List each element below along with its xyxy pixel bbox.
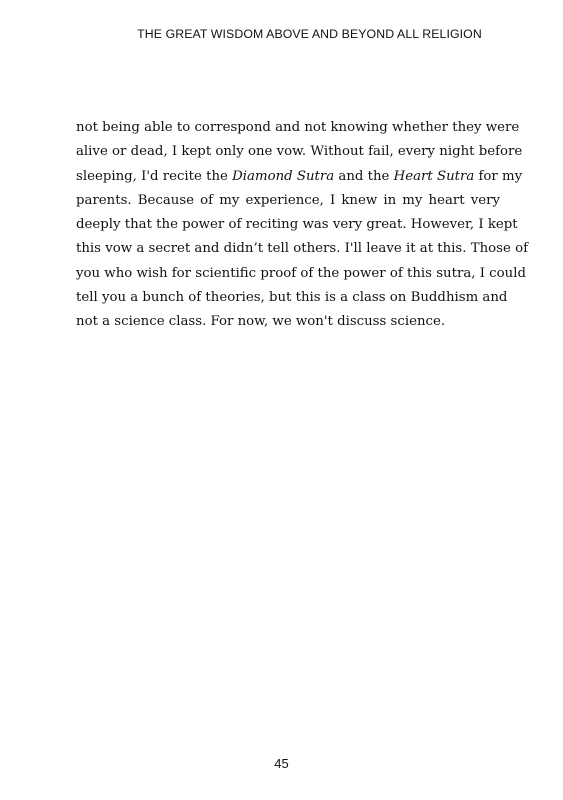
text-run: parents. Because of my experience, I knew in my heart very (76, 192, 500, 208)
text-run: deeply that the power of reciting was very great. However, I kept (76, 217, 518, 233)
text-run: you who wish for scientific proof of the power of this sutra, I could (76, 265, 526, 281)
text-run: not being able to correspond and not knowing whether they were (76, 120, 520, 135)
text-run: tell you a bunch of theories, but this is a class on Buddhism and (76, 290, 508, 306)
text-line (76, 286, 508, 310)
text-line (76, 116, 520, 140)
text-line (76, 237, 528, 261)
text-line (76, 140, 523, 164)
text-line (76, 165, 523, 189)
page-number: 45 (274, 756, 289, 771)
text-line (76, 213, 518, 237)
running-header: THE GREAT WISDOM ABOVE AND BEYOND ALL RELIGION (137, 27, 482, 41)
text-run: sleeping, I'd recite the (76, 168, 233, 184)
text-run: for my (474, 168, 523, 184)
body-paragraph (76, 116, 528, 335)
text-line (76, 310, 500, 334)
text-run: alive or dead, I kept only one vow. Without fail, every night before (76, 144, 523, 160)
text-line (76, 189, 500, 213)
italic-title: Heart Sutra (393, 168, 475, 184)
text-run: not a science class. For now, we won't discuss science. (76, 314, 446, 330)
italic-title: Diamond Sutra (232, 168, 335, 184)
text-line (76, 262, 526, 286)
text-run: and the (334, 168, 394, 184)
text-run: this vow a secret and didn’t tell others. I'll leave it at this. Those of (76, 241, 528, 257)
